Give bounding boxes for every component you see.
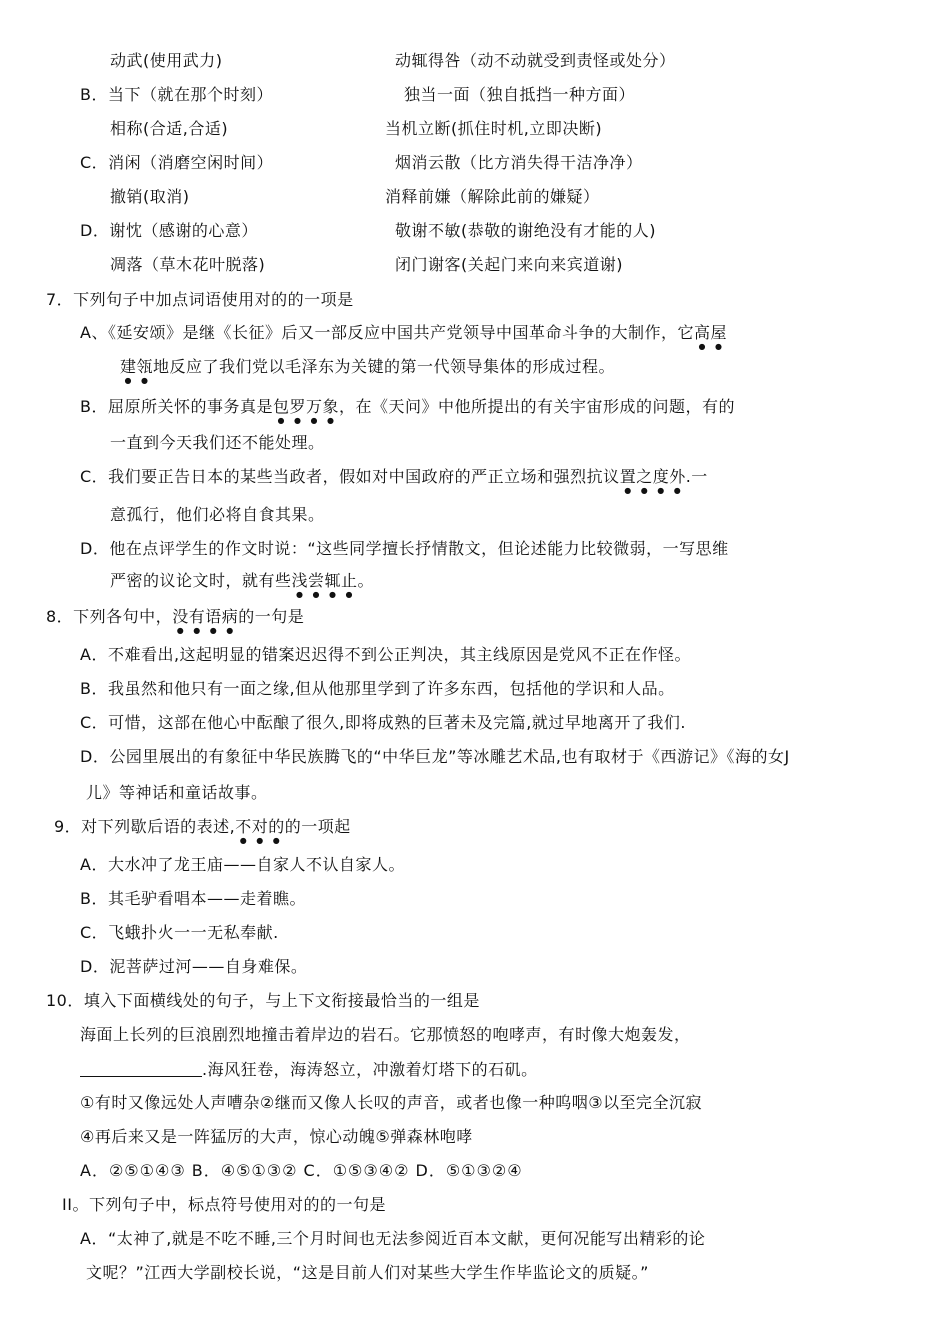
q6-option-b-left-1: B．当下（就在那个时刻） <box>80 85 273 104</box>
q8-option-a: A．不难看出,这起明显的错案迟迟得不到公正判决，其主线原因是党风不正在作怪。 <box>80 645 692 664</box>
q9-stem-pre: 9．对下列歇后语的表述, <box>54 817 236 836</box>
q7-option-c-line-2: 意孤行，他们必将自食其果。 <box>110 505 325 524</box>
q9-option-b: B．其毛驴看唱本——走着瞧。 <box>80 889 306 908</box>
q10-blank <box>80 1058 202 1077</box>
q9-option-a: A．大水冲了龙王庙——自家人不认自家人。 <box>80 855 405 874</box>
q7-option-a-line-1 <box>80 322 727 351</box>
q6-option-c-left-1: C．消闲（消磨空闲时间） <box>80 153 274 172</box>
q7-a1-text: A、《延安颂》是继《长征》后又一部反应中国共产党领导中国革命斗争的大制作，它 <box>80 323 694 342</box>
q9-option-d: D．泥菩萨过河——自身难保。 <box>80 957 308 976</box>
q8-stem-post: 的一句是 <box>238 607 305 626</box>
q7-stem: 7．下列句子中加点词语使用对的的一项是 <box>46 290 354 309</box>
q8-option-d-line-2: 儿》等神话和童话故事。 <box>86 783 268 802</box>
q7-option-d-line-2 <box>110 570 374 599</box>
q11-option-a-line-1: A．“太神了,就是不吃不睡,三个月时间也无法参阅近百本文献，更何况能写出精彩的论 <box>80 1229 706 1248</box>
q6-option-d-right-1: 敬谢不敏(恭敬的谢绝没有才能的人) <box>395 221 656 240</box>
q7-a1-dotted-term: 高屋 <box>693 323 727 342</box>
q10-stem: 10．填入下面横线处的句子，与上下文衔接最恰当的一组是 <box>46 991 480 1010</box>
q8-stem-pre: 8．下列各句中， <box>46 607 173 626</box>
q7-option-d-line-1: D．他在点评学生的作文时说：“这些同学擅长抒情散文，但论述能力比较微弱，一写思维 <box>80 539 729 558</box>
q6-option-c-right-1: 烟消云散（比方消失得干洁净净） <box>395 153 643 172</box>
q8-option-d-line-1: D．公园里展出的有象征中华民族腾飞的“中华巨龙”等冰雕艺术品,也有取材于《西游记》《海的女J <box>80 747 790 766</box>
q7-d2-text-pre: 严密的议论文时，就有些 <box>110 571 292 590</box>
q10-options-line-2: ④再后来又是一阵猛厉的大声，惊心动魄⑤弹森林咆哮 <box>80 1127 473 1146</box>
q7-a2-text: 地反应了我们党以毛泽东为关键的第一代领导集体的形成过程。 <box>153 357 616 376</box>
q7-c1-text-post: .一 <box>685 467 708 486</box>
q6-option-b-right-2: 当机立断(抓住时机,立即决断) <box>385 119 603 138</box>
q7-option-c-line-1 <box>80 466 708 495</box>
q8-option-c: C．可惜，这部在他心中酝酿了很久,即将成熟的巨著未及完篇,就过早地离开了我们. <box>80 713 686 732</box>
q7-d2-text-post: 。 <box>357 571 375 590</box>
q6-option-d-left-1: D．谢忱（感谢的心意） <box>80 221 258 240</box>
q10-passage-line-2 <box>80 1058 538 1081</box>
q6-option-d-left-2: 凋落（草木花叶脱落) <box>110 255 266 274</box>
q6-option-a-left-2: 动武(使用武力) <box>110 51 223 70</box>
q7-d2-dotted-term: 浅尝辄止 <box>291 571 358 590</box>
q8-stem-dotted-term: 没有语病 <box>172 607 239 626</box>
q9-stem <box>54 816 351 845</box>
q7-c1-text-pre: C．我们要正告日本的某些当政者，假如对中国政府的严正立场和强烈抗议 <box>80 467 620 486</box>
q7-a2-dotted-term: 建瓴 <box>120 357 154 376</box>
q9-stem-dotted-term: 不对的 <box>235 817 285 836</box>
q11-option-a-line-2: 文呢？”江西大学副校长说，“这是目前人们对某些大学生作毕监论文的质疑。” <box>86 1263 649 1282</box>
q10-passage-line-2-text: .海风狂卷，海涛怒立，冲激着灯塔下的石矶。 <box>202 1060 538 1079</box>
q6-option-a-right-2: 动辄得咎（动不动就受到责怪或处分） <box>395 51 676 70</box>
q7-option-b-line-1 <box>80 396 735 425</box>
q10-choices: A．②⑤①④③ B．④⑤①③② C．①⑤③④② D．⑤①③②④ <box>80 1161 523 1180</box>
q7-c1-dotted-term: 置之度外 <box>619 467 686 486</box>
q10-options-line-1: ①有时又像远处人声嘈杂②继而又像人长叹的声音，或者也像一种呜咽③以至完全沉寂 <box>80 1093 703 1112</box>
q8-option-b: B．我虽然和他只有一面之缘,但从他那里学到了许多东西，包括他的学识和人品。 <box>80 679 675 698</box>
q9-stem-post: 的一项起 <box>284 817 351 836</box>
q7-option-b-line-2: 一直到今天我们还不能处理。 <box>110 433 325 452</box>
q7-b1-dotted-term: 包罗万象 <box>272 397 339 416</box>
q6-option-c-left-2: 撤销(取消) <box>110 187 190 206</box>
q6-option-b-left-2: 相称(合适,合适) <box>110 119 229 138</box>
q6-option-b-right-1: 独当一面（独自抵挡一种方面） <box>404 85 636 104</box>
q7-b1-text-post: ，在《天问》中他所提出的有关宇宙形成的问题，有的 <box>339 397 736 416</box>
q6-option-d-right-2: 闭门谢客(关起门来向来宾道谢) <box>395 255 623 274</box>
q9-option-c: C．飞蛾扑火一一无私奉献. <box>80 923 279 942</box>
q11-stem: II。下列句子中，标点符号使用对的的一句是 <box>62 1195 386 1214</box>
q10-passage-line-1: 海面上长列的巨浪剧烈地撞击着岸边的岩石。它那愤怒的咆哮声，有时像大炮轰发， <box>80 1025 691 1044</box>
q7-option-a-line-2 <box>120 356 615 385</box>
q8-stem <box>46 606 304 635</box>
q6-option-c-right-2: 消释前嫌（解除此前的嫌疑） <box>385 187 600 206</box>
q7-b1-text-pre: B．屈原所关怀的事务真是 <box>80 397 273 416</box>
